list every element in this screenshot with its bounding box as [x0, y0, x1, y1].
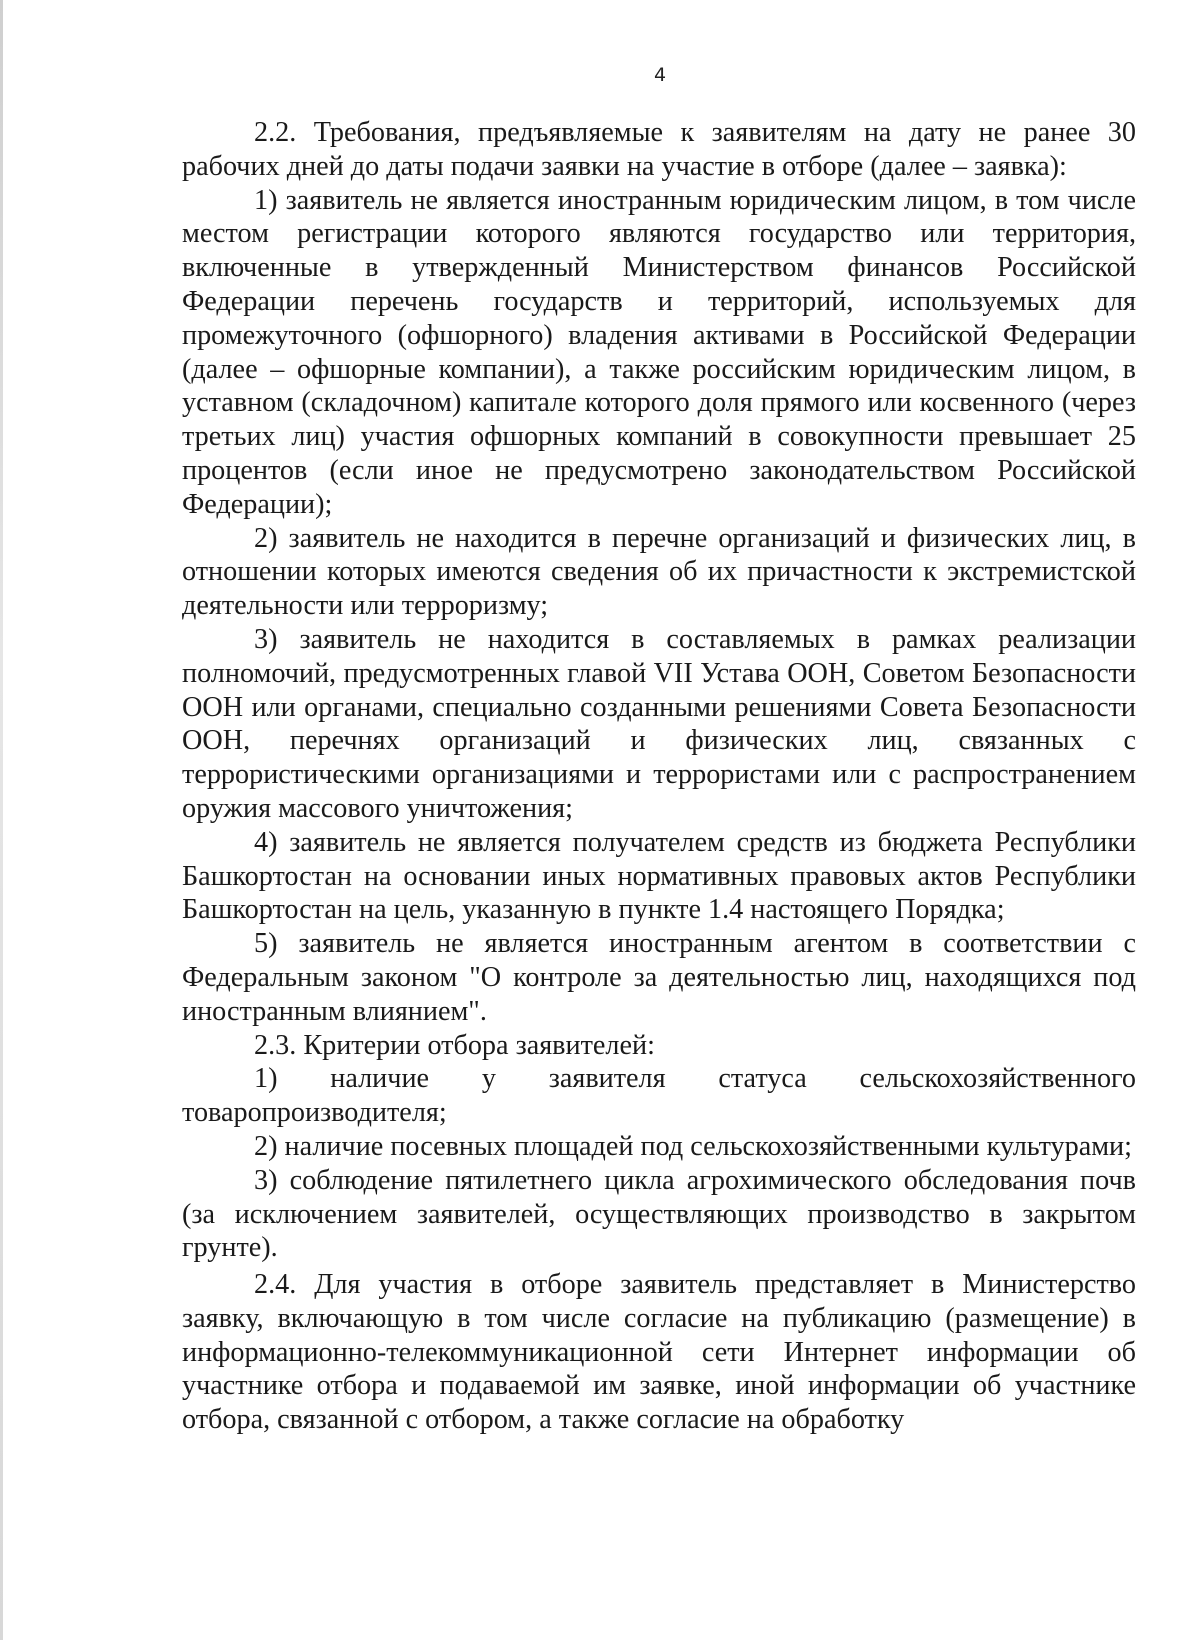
paragraph-2-2-item-4: 4) заявитель не является получателем средств из бюджета Республики Башкортостан на основании иных нормативных правовых актов Республики Башкортостан на цель, указанную в пункте 1.4 настоящего Порядка; [182, 826, 1136, 926]
paragraph-2-3-item-1: 1) наличие у заявителя статуса сельскохозяйственного товаропроизводителя; [182, 1063, 1136, 1129]
document-body [182, 116, 1136, 1437]
paragraph-2-3-item-2: 2) наличие посевных площадей под сельскохозяйственными культурами; [254, 1130, 1132, 1162]
paragraph-2-3-item-3: 3) соблюдение пятилетнего цикла агрохимического обследования почв (за исключением заявителей, осуществляющих производство в закрытом грунте). [182, 1164, 1136, 1264]
paragraph-2-2-item-1: 1) заявитель не является иностранным юридическим лицом, в том числе местом регистрации которого являются государство или территория, включенные в утвержденный Министерством финансов Российской Федерации перечень государств и территорий, используемых для промежуточного (офшорного) владения активами в Российской Федерации (далее – офшорные компании), а также российским юридическим лицом, в уставном (складочном) капитале которого доля прямого или косвенного (через третьих лиц) участия офшорных компаний в совокупности превышает 25 процентов (если иное не предусмотрено законодательством Российской Федерации); [182, 184, 1136, 520]
page-number: 4 [653, 64, 667, 86]
paragraph-2-4: 2.4. Для участия в отборе заявитель представляет в Министерство заявку, включающую в том числе согласие на публикацию (размещение) в информационно-телекоммуникационной сети Интернет информации об участнике отбора и подаваемой им заявке, иной информации об участнике отбора, связанной с отбором, а также согласие на обработку [182, 1269, 1136, 1436]
paragraph-2-2-item-2: 2) заявитель не находится в перечне организаций и физических лиц, в отношении которых имеются сведения об их причастности к экстремистской деятельности или терроризму; [182, 522, 1136, 622]
paragraph-2-3: 2.3. Критерии отбора заявителей: [254, 1029, 655, 1061]
paragraph-2-2-item-3: 3) заявитель не находится в составляемых в рамках реализации полномочий, предусмотренных главой VII Устава ООН, Советом Безопасности ООН или органами, специально созданными решениями Совета Безопасности ООН, перечнях организаций и физических лиц, связанных с террористическими организациями и террористами или с распространением оружия массового уничтожения; [182, 623, 1136, 824]
paragraph-2-2-item-5: 5) заявитель не является иностранным агентом в соответствии с Федеральным законом "О контроле за деятельностью лиц, находящихся под иностранным влиянием". [182, 928, 1136, 1027]
paragraph-2-2: 2.2. Требования, предъявляемые к заявителям на дату не ранее 30 рабочих дней до даты подачи заявки на участие в отборе (далее – заявка): [182, 117, 1136, 182]
